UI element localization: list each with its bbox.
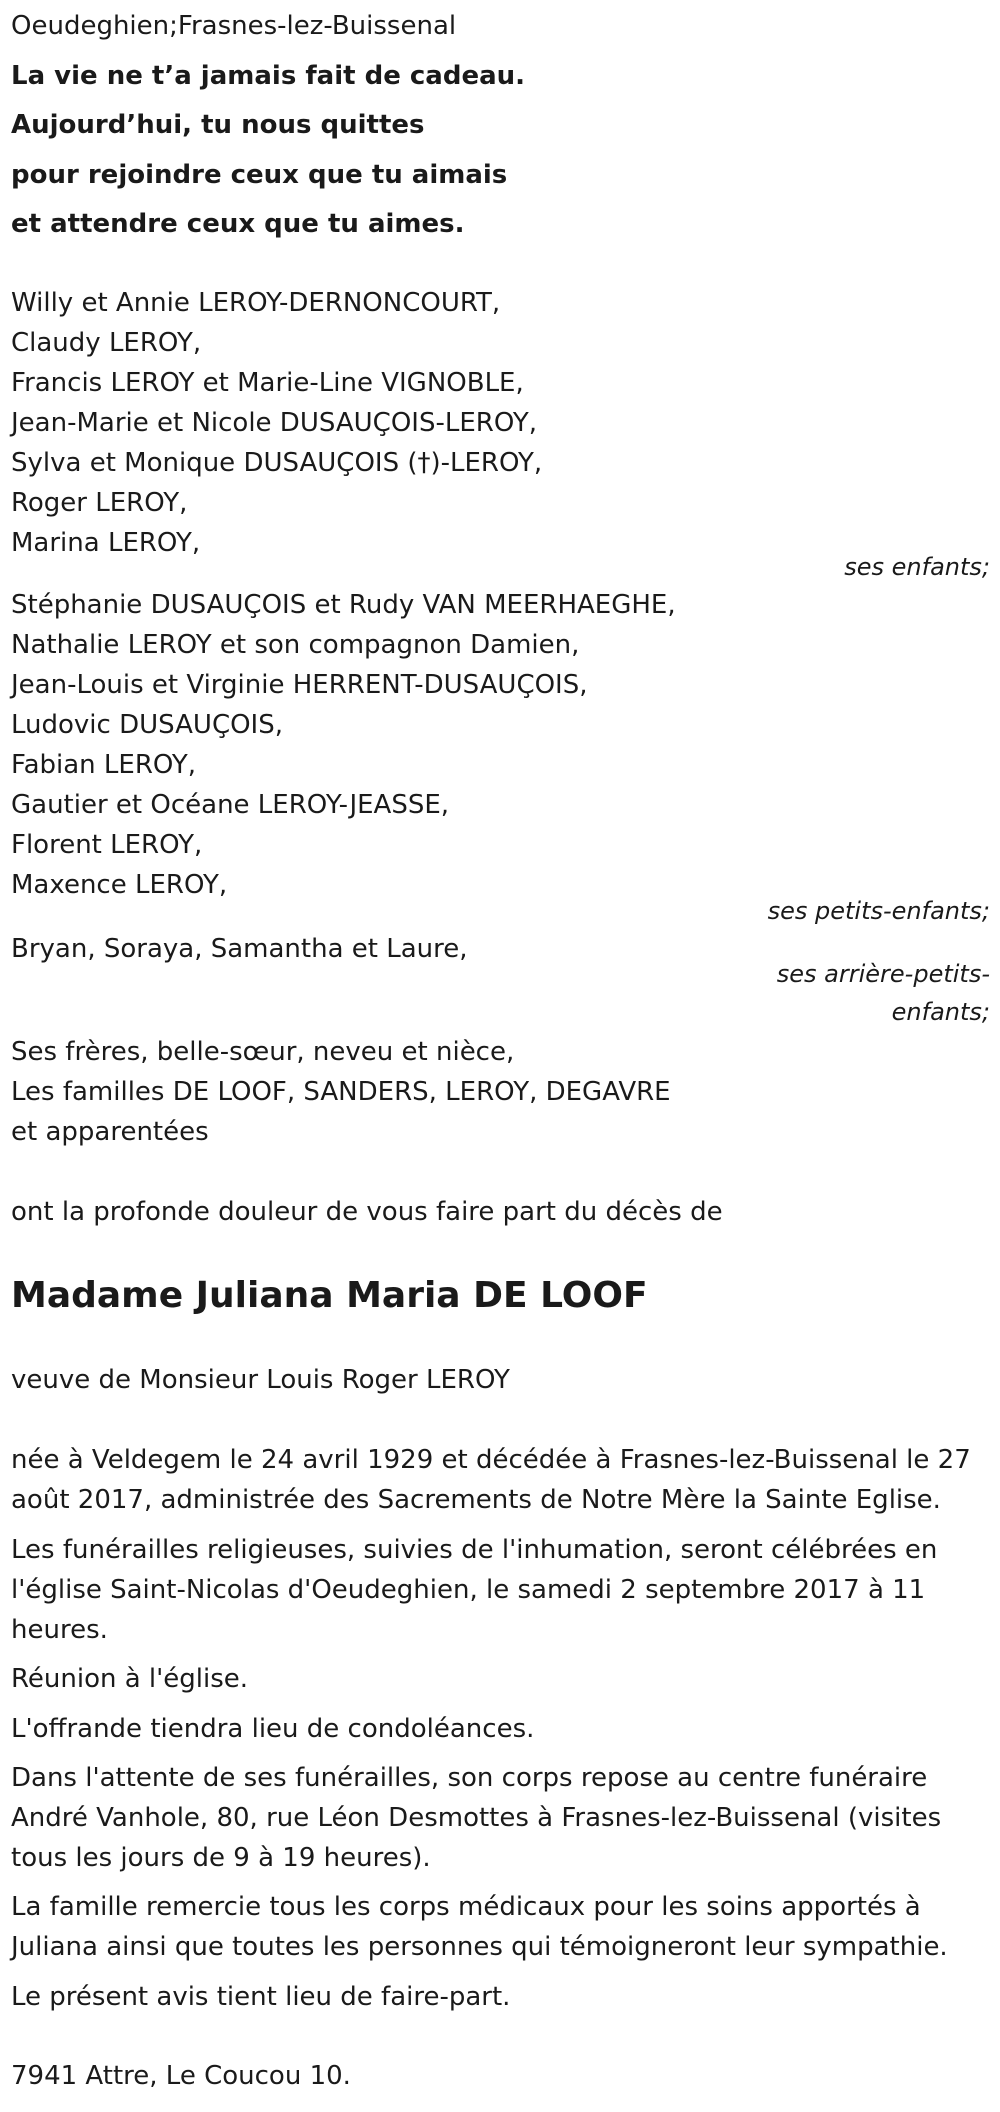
family-line: et apparentées [11,1117,209,1147]
funeral-line: heures. [11,1615,108,1645]
poem-line: La vie ne t’a jamais fait de cadeau. [11,61,526,91]
thanks-line: La famille remercie tous les corps médicaux pour les soins apportés à [11,1892,921,1922]
grandchildren-item: Gautier et Océane LEROY-JEASSE, [11,790,450,820]
thanks-line: Juliana ainsi que toutes les personnes qui témoigneront leur sympathie. [11,1932,948,1962]
family-line: Ses frères, belle-sœur, neveu et nièce, [11,1037,515,1067]
family-line: Les familles DE LOOF, SANDERS, LEROY, DEGAVRE [11,1077,671,1107]
grandchildren-item: Jean-Louis et Virginie HERRENT-DUSAUÇOIS, [11,670,588,700]
grandchildren-item: Nathalie LEROY et son compagnon Damien, [11,630,580,660]
poem-line: et attendre ceux que tu aimes. [11,209,465,239]
funeral-line: l'église Saint-Nicolas d'Oeudeghien, le samedi 2 septembre 2017 à 11 [11,1575,926,1605]
children-label: ses enfants; [844,553,990,581]
grandchildren-label: ses petits-enfants; [767,897,990,925]
children-item: Marina LEROY, [11,528,201,558]
children-item: Francis LEROY et Marie-Line VIGNOBLE, [11,368,524,398]
grandchildren-item: Maxence LEROY, [11,870,228,900]
grandchildren-item: Ludovic DUSAUÇOIS, [11,710,283,740]
grandchildren-item: Fabian LEROY, [11,750,197,780]
birth-death-line: née à Veldegem le 24 avril 1929 et décédée à Frasnes-lez-Buissenal le 27 [11,1445,971,1475]
deceased-name: Madame Juliana Maria DE LOOF [11,1275,648,1316]
poem-line: Aujourd’hui, tu nous quittes [11,110,425,140]
children-item: Jean-Marie et Nicole DUSAUÇOIS-LEROY, [11,408,538,438]
funeral-line: Les funérailles religieuses, suivies de l'inhumation, seront célébrées en [11,1535,938,1565]
children-item: Claudy LEROY, [11,328,202,358]
birth-death-line: août 2017, administrée des Sacrements de Notre Mère la Sainte Eglise. [11,1485,941,1515]
address: 7941 Attre, Le Coucou 10. [11,2061,351,2091]
widow-of: veuve de Monsieur Louis Roger LEROY [11,1365,510,1395]
offering-text: L'offrande tiendra lieu de condoléances. [11,1714,535,1744]
location-header: Oeudeghien;Frasnes-lez-Buissenal [11,11,457,41]
grandchildren-item: Stéphanie DUSAUÇOIS et Rudy VAN MEERHAEGHE, [11,590,676,620]
repose-line: André Vanhole, 80, rue Léon Desmottes à Frasnes-lez-Buissenal (visites [11,1803,942,1833]
great-grandchildren: Bryan, Soraya, Samantha et Laure, [11,934,468,964]
children-item: Roger LEROY, [11,488,188,518]
children-item: Willy et Annie LEROY-DERNONCOURT, [11,288,501,318]
poem-line: pour rejoindre ceux que tu aimais [11,160,508,190]
repose-line: Dans l'attente de ses funérailles, son corps repose au centre funéraire [11,1763,928,1793]
grandchildren-item: Florent LEROY, [11,830,203,860]
announcement: ont la profonde douleur de vous faire part du décès de [11,1197,723,1227]
great-grandchildren-label: enfants; [891,998,990,1026]
repose-line: tous les jours de 9 à 19 heures). [11,1843,431,1873]
notice-text: Le présent avis tient lieu de faire-part. [11,1982,511,2012]
meeting-text: Réunion à l'église. [11,1664,249,1694]
great-grandchildren-label: ses arrière-petits- [776,960,990,988]
children-item: Sylva et Monique DUSAUÇOIS (†)-LEROY, [11,448,543,478]
